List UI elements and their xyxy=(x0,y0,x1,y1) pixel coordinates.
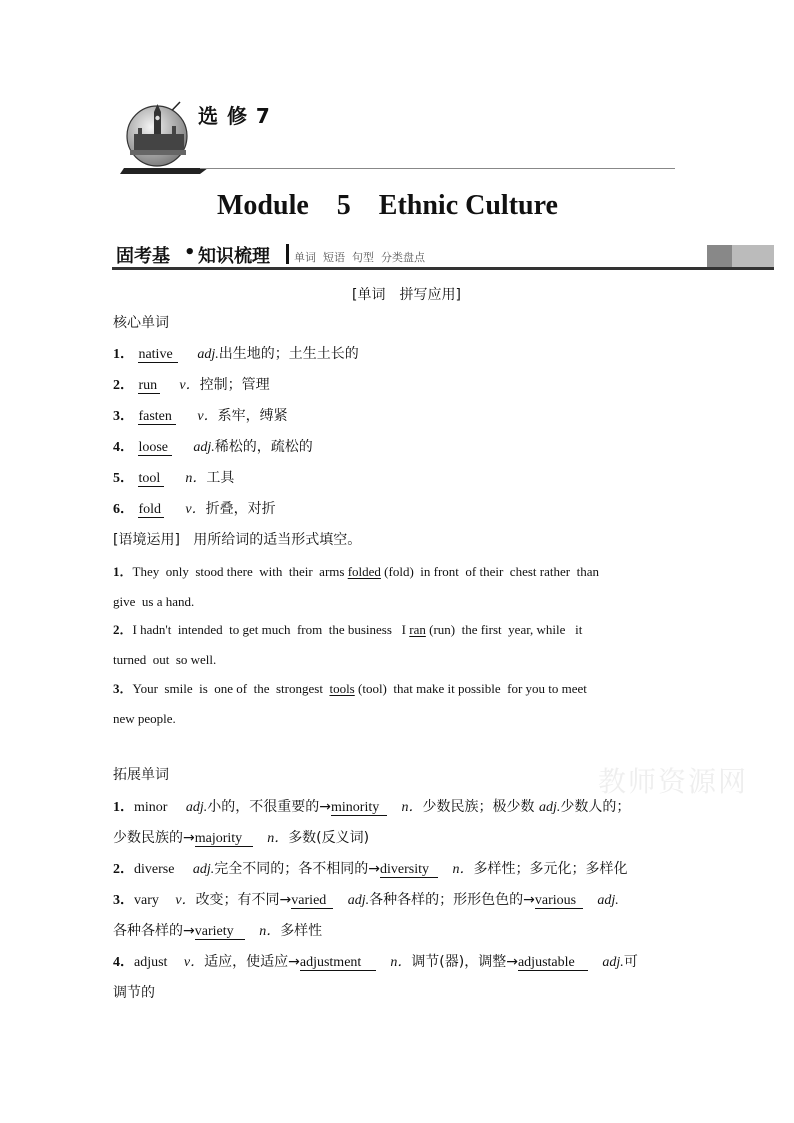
context-instruction xyxy=(113,531,361,549)
section-subtitle: 知识梳理 xyxy=(198,246,270,267)
section-underline xyxy=(112,267,774,270)
expand-heading: 拓展单词 xyxy=(113,767,169,783)
part-of-speech: v． xyxy=(175,893,196,908)
sentence-text: (run) the first year, while it xyxy=(425,622,583,637)
answer-blank: diversity xyxy=(380,862,438,878)
answer-blank: ran xyxy=(409,622,426,637)
section-bar xyxy=(112,240,774,270)
item-number: 3． xyxy=(113,409,134,424)
part-of-speech: adj. xyxy=(193,440,215,455)
part-of-speech: v． xyxy=(185,502,206,517)
item-number: 2． xyxy=(113,378,134,393)
core-item-1 xyxy=(113,345,359,364)
part-of-speech: adj. xyxy=(185,800,208,815)
tag-words: 单词 xyxy=(294,251,316,264)
item-number: 2． xyxy=(113,862,134,877)
item-number: 4． xyxy=(113,440,134,455)
expand-item-3 xyxy=(113,891,619,910)
sentence-3 xyxy=(113,680,587,698)
expand-item-2 xyxy=(113,860,627,879)
sentence-2 xyxy=(113,621,582,639)
expand-item-1-cont xyxy=(113,829,369,848)
tag-classify: 分类盘点 xyxy=(381,251,425,264)
sentence-3-cont: new people. xyxy=(113,711,176,726)
part-of-speech: adj. xyxy=(347,893,370,908)
sentence-text: (tool) that make it possible for you to meet xyxy=(354,681,587,696)
meaning: 出生地的；土生土长的 xyxy=(218,346,359,362)
meaning: 工具 xyxy=(206,470,235,486)
headword: adjust xyxy=(134,955,168,970)
expand-item-1 xyxy=(113,798,630,817)
answer-blank: variety xyxy=(195,924,245,940)
header-rule xyxy=(200,168,675,169)
meaning: 多数(反义词) xyxy=(288,830,370,846)
core-item-2 xyxy=(113,376,270,395)
meaning: 各种各样的→ xyxy=(113,923,195,939)
part-of-speech: v． xyxy=(197,409,218,424)
section-block-dark xyxy=(707,245,732,267)
part-of-speech: adj. xyxy=(197,347,219,362)
meaning: 少数民族的→ xyxy=(113,830,195,846)
answer-blank: loose xyxy=(138,440,172,456)
meaning: 折叠，对折 xyxy=(205,501,276,517)
core-item-5 xyxy=(113,469,234,488)
meaning: 小的，不很重要的→ xyxy=(207,799,332,815)
meaning: 调节(器)，调整→ xyxy=(411,954,518,970)
core-heading: 核心单词 xyxy=(113,315,169,331)
section-divider xyxy=(286,244,289,264)
item-number: 1． xyxy=(113,800,134,815)
section-bullet: • xyxy=(184,242,196,263)
part-of-speech: adj. xyxy=(538,800,561,815)
tag-phrases: 短语 xyxy=(323,251,345,264)
sentence-text: I hadn't intended to get much from the business I xyxy=(132,622,410,637)
part-of-speech: n． xyxy=(267,831,289,846)
part-of-speech: v． xyxy=(179,378,200,393)
headword: diverse xyxy=(134,862,175,877)
context-text: 用所给词的适当形式填空。 xyxy=(193,532,362,548)
answer-blank: adjustable xyxy=(518,955,588,971)
meaning: 各种各样的；形形色色的→ xyxy=(369,892,535,908)
meaning: 适应，使适应→ xyxy=(204,954,300,970)
subheading: [单词 拼写应用] xyxy=(352,287,461,303)
expand-item-4 xyxy=(113,953,638,972)
watermark: 教师资源网 xyxy=(598,765,749,798)
part-of-speech: adj. xyxy=(597,893,619,908)
section-block-light xyxy=(732,245,774,267)
answer-blank: minority xyxy=(331,800,387,816)
meaning: 少数人的； xyxy=(560,799,631,815)
answer-blank: native xyxy=(138,347,178,363)
meaning: 多样性 xyxy=(280,923,323,939)
answer-blank: folded xyxy=(347,564,381,579)
answer-blank: varied xyxy=(291,893,333,909)
sentence-text: Your smile is one of the strongest xyxy=(132,681,330,696)
header-emblem xyxy=(120,98,210,176)
answer-blank: fold xyxy=(138,502,164,518)
sentence-1-cont: give us a hand. xyxy=(113,594,195,609)
part-of-speech: adj. xyxy=(192,862,215,877)
answer-blank: fasten xyxy=(138,409,176,425)
sentence-text: They only stood there with their arms xyxy=(132,564,348,579)
part-of-speech: n． xyxy=(452,862,474,877)
item-number: 3． xyxy=(113,893,134,908)
core-item-4 xyxy=(113,438,313,457)
meaning: 控制；管理 xyxy=(199,377,270,393)
part-of-speech: n． xyxy=(401,800,423,815)
sentence-2-cont: turned out so well. xyxy=(113,652,217,667)
headword: vary xyxy=(134,893,159,908)
tag-sentences: 句型 xyxy=(352,251,374,264)
answer-blank: tools xyxy=(329,681,355,696)
item-number: 5． xyxy=(113,471,134,486)
meaning: 稀松的，疏松的 xyxy=(214,439,313,455)
module-title: Module 5 Ethnic Culture xyxy=(217,190,558,221)
part-of-speech: v． xyxy=(183,955,205,970)
headword: minor xyxy=(134,800,168,815)
header-volume: 选 修 7 xyxy=(198,104,271,128)
meaning: 少数民族；极少数 xyxy=(422,799,539,815)
answer-blank: various xyxy=(535,893,583,909)
item-number: 1． xyxy=(113,347,134,362)
answer-blank: run xyxy=(138,378,160,394)
section-tags xyxy=(294,249,425,265)
expand-item-3-cont xyxy=(113,922,322,941)
answer-blank: adjustment xyxy=(300,955,376,971)
item-number: 2． xyxy=(113,622,133,637)
meaning: 完全不同的；各不相同的→ xyxy=(214,861,381,877)
part-of-speech: n． xyxy=(390,955,412,970)
sentence-text: (fold) in front of their chest rather than xyxy=(380,564,599,579)
part-of-speech: n． xyxy=(185,471,207,486)
meaning: 可 xyxy=(623,954,638,970)
item-number: 4． xyxy=(113,955,134,970)
part-of-speech: n． xyxy=(259,924,281,939)
meaning: 多样性；多元化；多样化 xyxy=(473,861,628,877)
item-number: 3． xyxy=(113,681,133,696)
context-label: [语境运用] xyxy=(113,532,180,548)
item-number: 1． xyxy=(113,564,133,579)
item-number: 6． xyxy=(113,502,134,517)
sentence-1 xyxy=(113,563,599,581)
section-title: 固考基 xyxy=(116,246,170,267)
answer-blank: majority xyxy=(195,831,253,847)
meaning: 改变；有不同→ xyxy=(195,892,292,908)
core-item-3 xyxy=(113,407,288,426)
expand-item-4-cont: 调节的 xyxy=(113,985,155,1001)
part-of-speech: adj. xyxy=(602,955,624,970)
core-item-6 xyxy=(113,500,276,519)
meaning: 系牢，缚紧 xyxy=(217,408,288,424)
answer-blank: tool xyxy=(138,471,164,487)
